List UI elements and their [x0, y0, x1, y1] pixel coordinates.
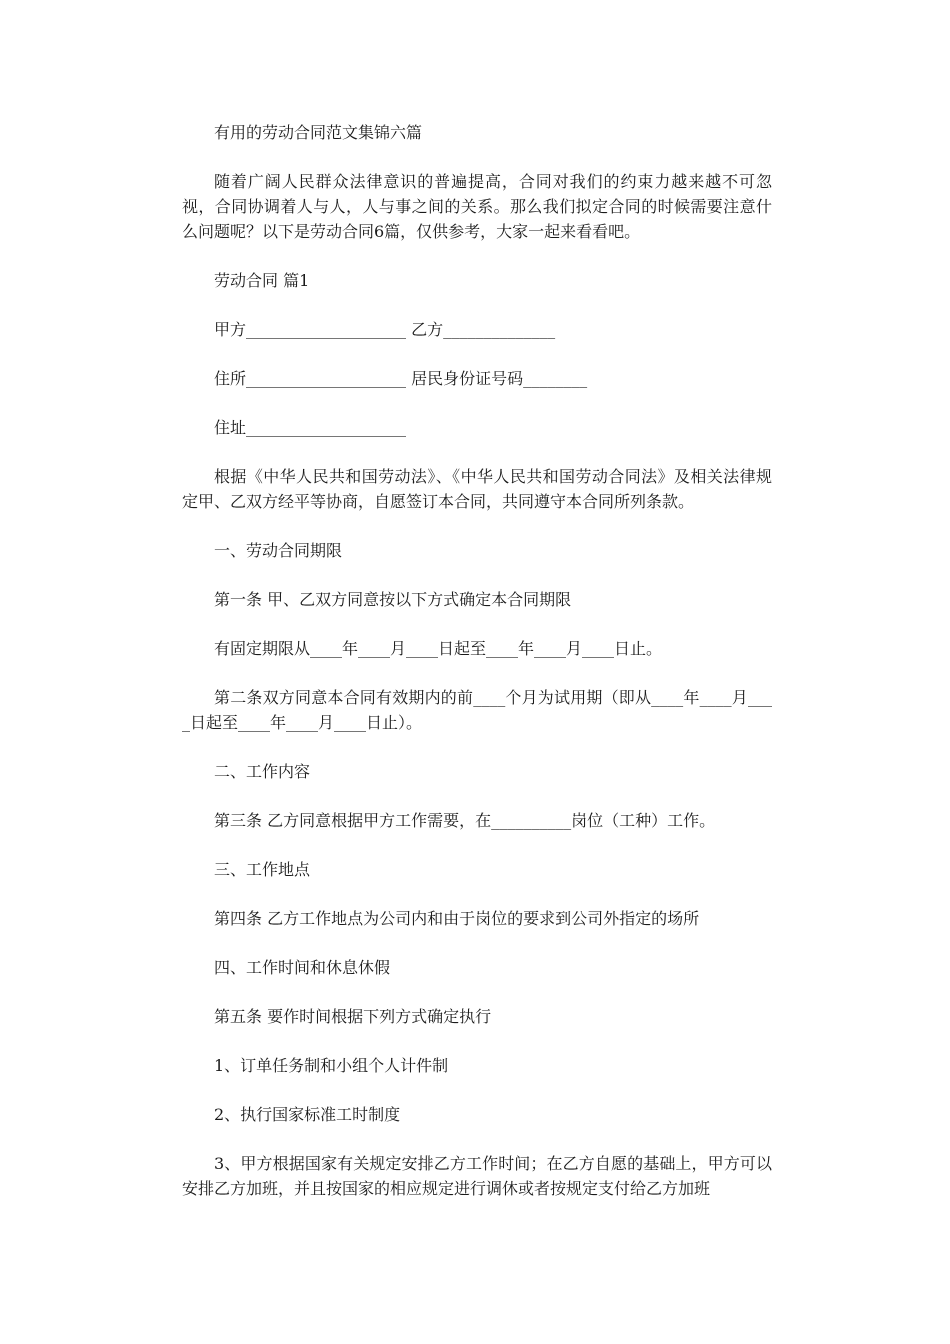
- list-item: 1、订单任务制和小组个人计件制: [214, 1056, 449, 1075]
- section-heading: 四、工作时间和休息休假: [214, 958, 391, 977]
- article-3: 第三条 乙方同意根据甲方工作需要，在__________岗位（工种）工作。: [214, 811, 716, 830]
- article-2: 第二条双方同意本合同有效期内的前____个月为试用期（即从____年____月____日起至____年____月____日止）。: [182, 688, 772, 732]
- section-heading: 一、劳动合同期限: [214, 541, 343, 560]
- section-heading: 三、工作地点: [214, 860, 311, 879]
- term-line: 有固定期限从____年____月____日起至____年____月____日止。: [214, 639, 663, 658]
- contract-heading: 劳动合同 篇1: [214, 271, 310, 290]
- article-4: 第四条 乙方工作地点为公司内和由于岗位的要求到公司外指定的场所: [214, 909, 700, 928]
- list-item: 2、执行国家标准工时制度: [214, 1105, 401, 1124]
- address-line: 住址____________________: [214, 418, 407, 437]
- document-title: 有用的劳动合同范文集锦六篇: [214, 123, 423, 142]
- intro-paragraph: 随着广阔人民群众法律意识的普遍提高，合同对我们的约束力越来越不可忽视，合同协调着人与人，人与事之间的关系。那么我们拟定合同的时候需要注意什么问题呢？以下是劳动合同6篇，仅供参考，大家一起来看看吧。: [182, 172, 772, 241]
- residence-line: 住所____________________ 居民身份证号码________: [214, 369, 588, 388]
- section-heading: 二、工作内容: [214, 762, 311, 781]
- party-line: 甲方____________________ 乙方______________: [214, 320, 556, 339]
- document-page: [182, 120, 772, 1225]
- list-item: 3、甲方根据国家有关规定安排乙方工作时间；在乙方自愿的基础上，甲方可以安排乙方加班，并且按国家的相应规定进行调休或者按规定支付给乙方加班: [182, 1154, 772, 1198]
- article-1: 第一条 甲、乙双方同意按以下方式确定本合同期限: [214, 590, 572, 609]
- article-5: 第五条 要作时间根据下列方式确定执行: [214, 1007, 492, 1026]
- legal-basis-paragraph: 根据《中华人民共和国劳动法》、《中华人民共和国劳动合同法》及相关法律规定甲、乙双方经平等协商，自愿签订本合同，共同遵守本合同所列条款。: [182, 467, 772, 511]
